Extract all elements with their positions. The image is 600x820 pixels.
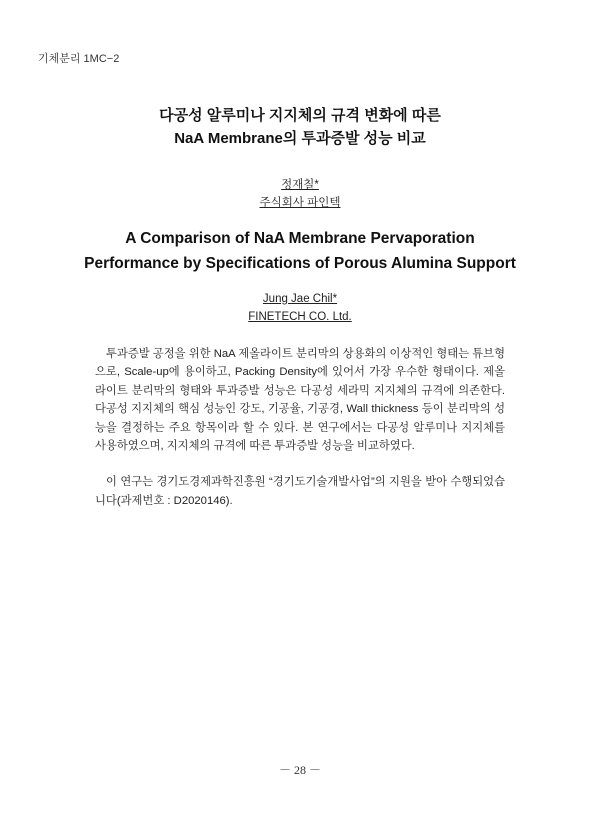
english-title (0, 226, 600, 276)
english-affiliation: FINETECH CO. Ltd. (248, 311, 352, 323)
abstract-body (95, 345, 505, 510)
korean-title-line-2: NaA Membrane의 투과증발 성능 비교 (174, 130, 426, 147)
session-code: 기체분리 1MC−2 (38, 53, 120, 65)
english-author-name: Jung Jae Chil* (262, 293, 338, 305)
korean-author-block (0, 176, 600, 212)
korean-title-line-1: 다공성 알루미나 지지체의 규격 변화에 따른 (159, 107, 441, 124)
page-number: － 28 － (278, 763, 321, 777)
korean-affiliation: 주식회사 파인텍 (259, 197, 341, 209)
korean-title (0, 104, 600, 150)
english-title-line-1: A Comparison of NaA Membrane Pervaporation (125, 230, 475, 247)
english-title-line-2: Performance by Specifications of Porous Alumina Support (84, 255, 516, 272)
abstract-paragraph-1: 투과증발 공정을 위한 NaA 제올라이트 분리막의 상용화의 이상적인 형태는 튜브형으로, Scale-up에 용이하고, Packing Density에 있어서 가장 우수한 형태이다. 제올라이트 분리막의 형태와 투과증발 성능은 다공성 세라믹 지지체의 규격에 의존한다. 다공성 지지체의 핵심 성능인 강도, 기공율, 기공경, Wall thickness 등이 분리막의 성능을 결정하는 주요 항목이라 할 수 있다. 본 연구에서는 다공성 알루미나 지지체를 사용하였으며, 지지체의 규격에 따른 투과증발 성능을 비교하였다. (95, 348, 505, 453)
korean-author-name: 정재칠* (281, 179, 319, 191)
english-author-block (0, 290, 600, 326)
acknowledgement-paragraph: 이 연구는 경기도경제과학진흥원 “경기도기술개발사업”의 지원을 받아 수행되었습니다(과제번호 : D2020146). (95, 476, 505, 507)
